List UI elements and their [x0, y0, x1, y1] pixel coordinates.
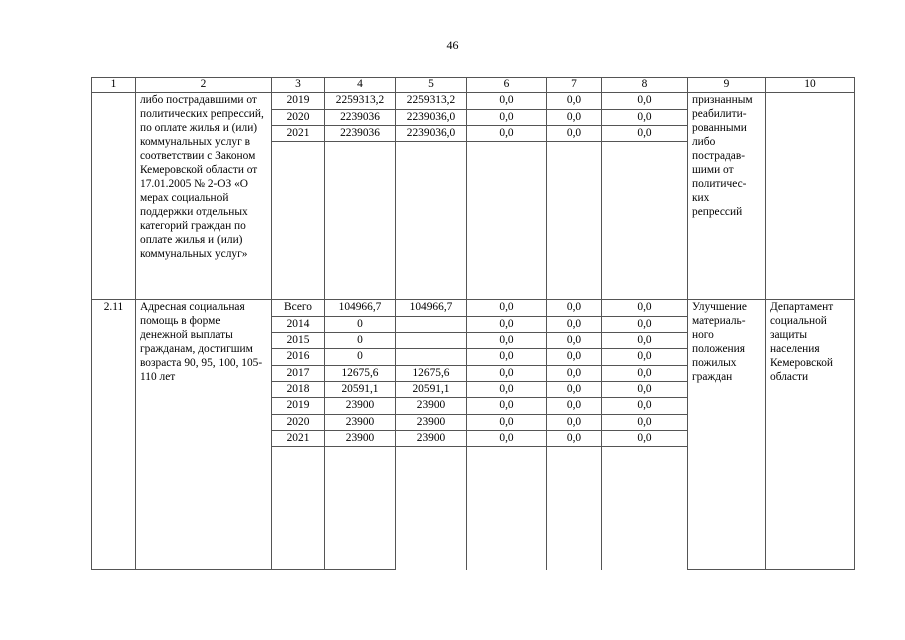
- year-cell: 2019: [272, 93, 325, 109]
- value-cell-col7: 0,0: [547, 333, 602, 349]
- value-cell-col8: 0,0: [602, 398, 688, 414]
- year-cell-empty: [272, 447, 325, 570]
- value-cell-col4-empty: [325, 142, 396, 300]
- year-cell: 2019: [272, 398, 325, 414]
- value-cell-col4: 0: [325, 333, 396, 349]
- value-cell-col6: 0,0: [467, 382, 547, 398]
- header-cell: 8: [602, 78, 688, 93]
- value-cell-col6: 0,0: [467, 316, 547, 332]
- empty-cell: [396, 447, 467, 570]
- value-cell-col6: 0,0: [467, 414, 547, 430]
- year-cell: Всего: [272, 300, 325, 316]
- value-cell-col8: 0,0: [602, 431, 688, 447]
- header-cell: 4: [325, 78, 396, 93]
- year-cell: 2016: [272, 349, 325, 365]
- table-row: [92, 93, 855, 109]
- value-cell-col6: 0,0: [467, 93, 547, 109]
- value-cell-col4: 23900: [325, 398, 396, 414]
- value-cell-col7: 0,0: [547, 349, 602, 365]
- value-cell-col5: 12675,6: [396, 365, 467, 381]
- value-cell-col4: 0: [325, 349, 396, 365]
- value-cell-col8: 0,0: [602, 300, 688, 316]
- year-cell: 2020: [272, 414, 325, 430]
- value-cell-col5: 23900: [396, 398, 467, 414]
- year-cell: 2018: [272, 382, 325, 398]
- value-cell-col4: 20591,1: [325, 382, 396, 398]
- table-row: [92, 300, 855, 316]
- header-cell: 10: [766, 78, 855, 93]
- empty-cell: [467, 447, 547, 570]
- value-cell-col6: 0,0: [467, 125, 547, 141]
- value-cell-col4-empty: [325, 447, 396, 570]
- value-cell-col5: 2259313,2: [396, 93, 467, 109]
- year-cell-empty: [272, 142, 325, 300]
- value-cell-col7: 0,0: [547, 398, 602, 414]
- year-cell: 2021: [272, 431, 325, 447]
- value-cell-col5: 23900: [396, 431, 467, 447]
- value-cell-col7: 0,0: [547, 316, 602, 332]
- empty-cell: [396, 142, 467, 300]
- value-cell-col5: 104966,7: [396, 300, 467, 316]
- value-cell-col4: 104966,7: [325, 300, 396, 316]
- value-cell-col7: 0,0: [547, 414, 602, 430]
- value-cell-col4: 0: [325, 316, 396, 332]
- year-cell: 2014: [272, 316, 325, 332]
- header-cell: 6: [467, 78, 547, 93]
- value-cell-col8: 0,0: [602, 316, 688, 332]
- value-cell-col4: 23900: [325, 414, 396, 430]
- empty-cell: [602, 142, 688, 300]
- value-cell-col6: 0,0: [467, 300, 547, 316]
- value-cell-col7: 0,0: [547, 365, 602, 381]
- year-cell: 2020: [272, 109, 325, 125]
- value-cell-col4: 12675,6: [325, 365, 396, 381]
- empty-cell: [467, 142, 547, 300]
- value-cell-col6: 0,0: [467, 349, 547, 365]
- header-cell: 9: [688, 78, 766, 93]
- value-cell-col7: 0,0: [547, 431, 602, 447]
- value-cell-col8: 0,0: [602, 414, 688, 430]
- department-cell: [766, 93, 855, 300]
- value-cell-col7: 0,0: [547, 93, 602, 109]
- value-cell-col8: 0,0: [602, 93, 688, 109]
- value-cell-col7: 0,0: [547, 125, 602, 141]
- value-cell-col5: 2239036,0: [396, 125, 467, 141]
- value-cell-col4: 23900: [325, 431, 396, 447]
- value-cell-col6: 0,0: [467, 398, 547, 414]
- value-cell-col5: 23900: [396, 414, 467, 430]
- header-cell: 5: [396, 78, 467, 93]
- year-cell: 2017: [272, 365, 325, 381]
- value-cell-col8: 0,0: [602, 382, 688, 398]
- empty-cell: [602, 447, 688, 570]
- value-cell-col6: 0,0: [467, 109, 547, 125]
- expected-result-cell: признанным реабилити-рованными либо пострадав-шими от политичес-ких репрессий: [688, 93, 766, 300]
- page-number: 46: [446, 38, 459, 52]
- empty-cell: [547, 142, 602, 300]
- value-cell-col4: 2239036: [325, 109, 396, 125]
- value-cell-col7: 0,0: [547, 300, 602, 316]
- value-cell-col8: 0,0: [602, 349, 688, 365]
- value-cell-col5: [396, 333, 467, 349]
- value-cell-col5: 20591,1: [396, 382, 467, 398]
- measure-name-cell: Адресная социальная помощь в форме денежной выплаты гражданам, достигшим возраста 90, 95, 100, 105-110 лет: [136, 300, 272, 570]
- value-cell-col8: 0,0: [602, 365, 688, 381]
- value-cell-col8: 0,0: [602, 109, 688, 125]
- expected-result-cell: Улучшение материаль-ного положения пожилых граждан: [688, 300, 766, 570]
- program-table: [91, 77, 855, 570]
- department-cell: Департамент социальной защиты населения Кемеровской области: [766, 300, 855, 570]
- value-cell-col8: 0,0: [602, 333, 688, 349]
- value-cell-col6: 0,0: [467, 365, 547, 381]
- header-row: [92, 78, 855, 93]
- item-number-cell: [92, 93, 136, 300]
- empty-cell: [547, 447, 602, 570]
- value-cell-col5: [396, 316, 467, 332]
- year-cell: 2015: [272, 333, 325, 349]
- value-cell-col4: 2239036: [325, 125, 396, 141]
- value-cell-col7: 0,0: [547, 382, 602, 398]
- value-cell-col8: 0,0: [602, 125, 688, 141]
- value-cell-col6: 0,0: [467, 431, 547, 447]
- header-cell: 1: [92, 78, 136, 93]
- header-cell: 2: [136, 78, 272, 93]
- value-cell-col4: 2259313,2: [325, 93, 396, 109]
- value-cell-col5: [396, 349, 467, 365]
- header-cell: 3: [272, 78, 325, 93]
- value-cell-col6: 0,0: [467, 333, 547, 349]
- header-cell: 7: [547, 78, 602, 93]
- table-body: [92, 78, 855, 570]
- measure-name-cell: либо пострадавшими от политических репрессий, по оплате жилья и (или) коммунальных услуг в соответствии с Законом Кемеровской области от 17.01.2005 № 2-ОЗ «О мерах социальной поддержки отдельных категорий граждан по оплате жилья и (или) коммунальных услуг»: [136, 93, 272, 300]
- year-cell: 2021: [272, 125, 325, 141]
- value-cell-col5: 2239036,0: [396, 109, 467, 125]
- value-cell-col7: 0,0: [547, 109, 602, 125]
- item-number-cell: 2.11: [92, 300, 136, 570]
